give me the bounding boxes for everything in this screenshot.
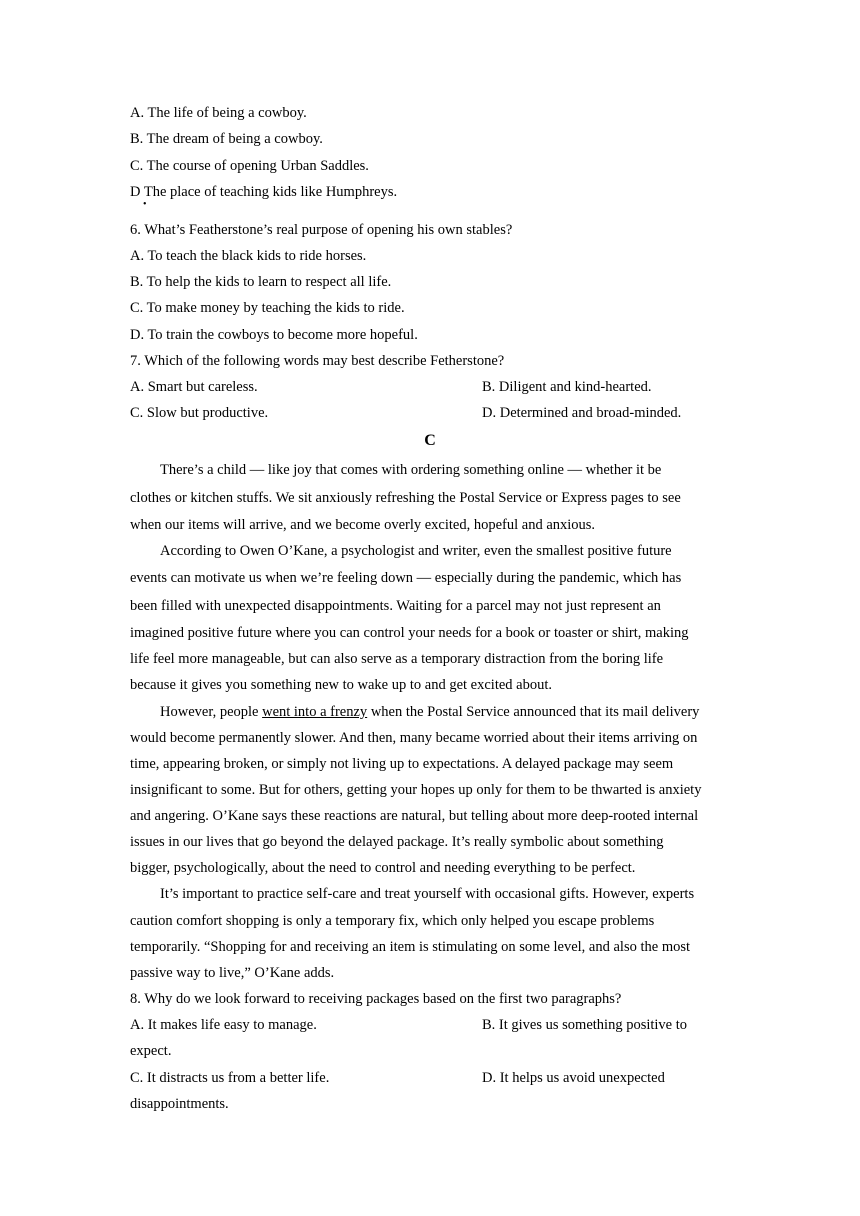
paragraph-1-line: There’s a child — like joy that comes with ordering something online — whether it be (160, 462, 662, 478)
paragraph-1-line: when our items will arrive, and we become overly excited, hopeful and anxious. (130, 517, 596, 533)
paragraph-2-line: because it gives you something new to wake up to and get excited about. (130, 677, 553, 693)
paragraph-2-line: been filled with unexpected disappointments. Waiting for a parcel may not just represent an (130, 598, 661, 614)
q8-option-c: C. It distracts us from a better life. (130, 1070, 330, 1086)
q8-option-b: B. It gives us something positive to (482, 1017, 688, 1033)
paragraph-3-line: would become permanently slower. And then, many became worried about their items arriving on (130, 730, 698, 746)
paragraph-3-first-line (160, 703, 699, 721)
q6-option-d: D. To train the cowboys to become more hopeful. (130, 327, 418, 343)
paragraph-2-line: According to Owen O’Kane, a psychologist and writer, even the smallest positive future (160, 543, 672, 559)
q7-option-a: A. Smart but careless. (130, 379, 258, 395)
section-heading: C (424, 432, 436, 449)
paragraph-3-line: time, appearing broken, or simply not living up to expectations. A delayed package may seem (130, 756, 674, 772)
paragraph-1-line: clothes or kitchen stuffs. We sit anxiously refreshing the Postal Service or Express pages to see (130, 490, 681, 506)
q8-option-d: D. It helps us avoid unexpected (482, 1070, 665, 1086)
paragraph-3-text: However, people (160, 704, 263, 720)
q5-option-b: B. The dream of being a cowboy. (130, 131, 323, 147)
paragraph-4-line: passive way to live,” O’Kane adds. (130, 965, 335, 981)
q5-option-a: A. The life of being a cowboy. (130, 105, 307, 121)
paragraph-4-line: temporarily. “Shopping for and receiving an item is stimulating on some level, and also the most (130, 939, 691, 955)
paragraph-3-line: issues in our lives that go beyond the delayed package. It’s really symbolic about something (130, 834, 664, 850)
q6-option-c: C. To make money by teaching the kids to ride. (130, 300, 405, 316)
paragraph-2-line: life feel more manageable, but can also serve as a temporary distraction from the boring life (130, 651, 664, 667)
paragraph-3-line: insignificant to some. But for others, getting your hopes up only for them to be thwarted is anxiety (130, 782, 702, 798)
underlined-phrase: went into a frenzy (262, 704, 368, 720)
q8-question: 8. Why do we look forward to receiving packages based on the first two paragraphs? (130, 991, 622, 1007)
q7-question: 7. Which of the following words may best describe Fetherstone? (130, 353, 505, 369)
q8-option-d-wrap: disappointments. (130, 1096, 229, 1112)
paragraph-3-text: when the Postal Service announced that its mail delivery (367, 704, 700, 720)
paragraph-2-line: events can motivate us when we’re feeling down — especially during the pandemic, which has (130, 570, 682, 586)
q6-option-b: B. To help the kids to learn to respect all life. (130, 274, 392, 290)
q6-question: 6. What’s Featherstone’s real purpose of opening his own stables? (130, 222, 513, 238)
q7-option-d: D. Determined and broad-minded. (482, 405, 682, 421)
q6-option-a: A. To teach the black kids to ride horses. (130, 248, 367, 264)
stray-dot: • (143, 199, 147, 210)
paragraph-2-line: imagined positive future where you can control your needs for a book or toaster or shirt, making (130, 625, 689, 641)
q7-option-c: C. Slow but productive. (130, 405, 269, 421)
paragraph-3-line: bigger, psychologically, about the need to control and needing everything to be perfect. (130, 860, 636, 876)
q5-option-d: D The place of teaching kids like Humphreys. (130, 184, 398, 200)
paragraph-4-line: It’s important to practice self-care and treat yourself with occasional gifts. However, experts (160, 886, 695, 902)
q7-option-b: B. Diligent and kind-hearted. (482, 379, 652, 395)
paragraph-4-line: caution comfort shopping is only a temporary fix, which only helped you escape problems (130, 913, 655, 929)
q5-option-c: C. The course of opening Urban Saddles. (130, 158, 369, 174)
q8-option-a: A. It makes life easy to manage. (130, 1017, 317, 1033)
q8-option-b-wrap: expect. (130, 1043, 172, 1059)
paragraph-3-line: and angering. O’Kane says these reactions are natural, but telling about more deep-rooted internal (130, 808, 699, 824)
